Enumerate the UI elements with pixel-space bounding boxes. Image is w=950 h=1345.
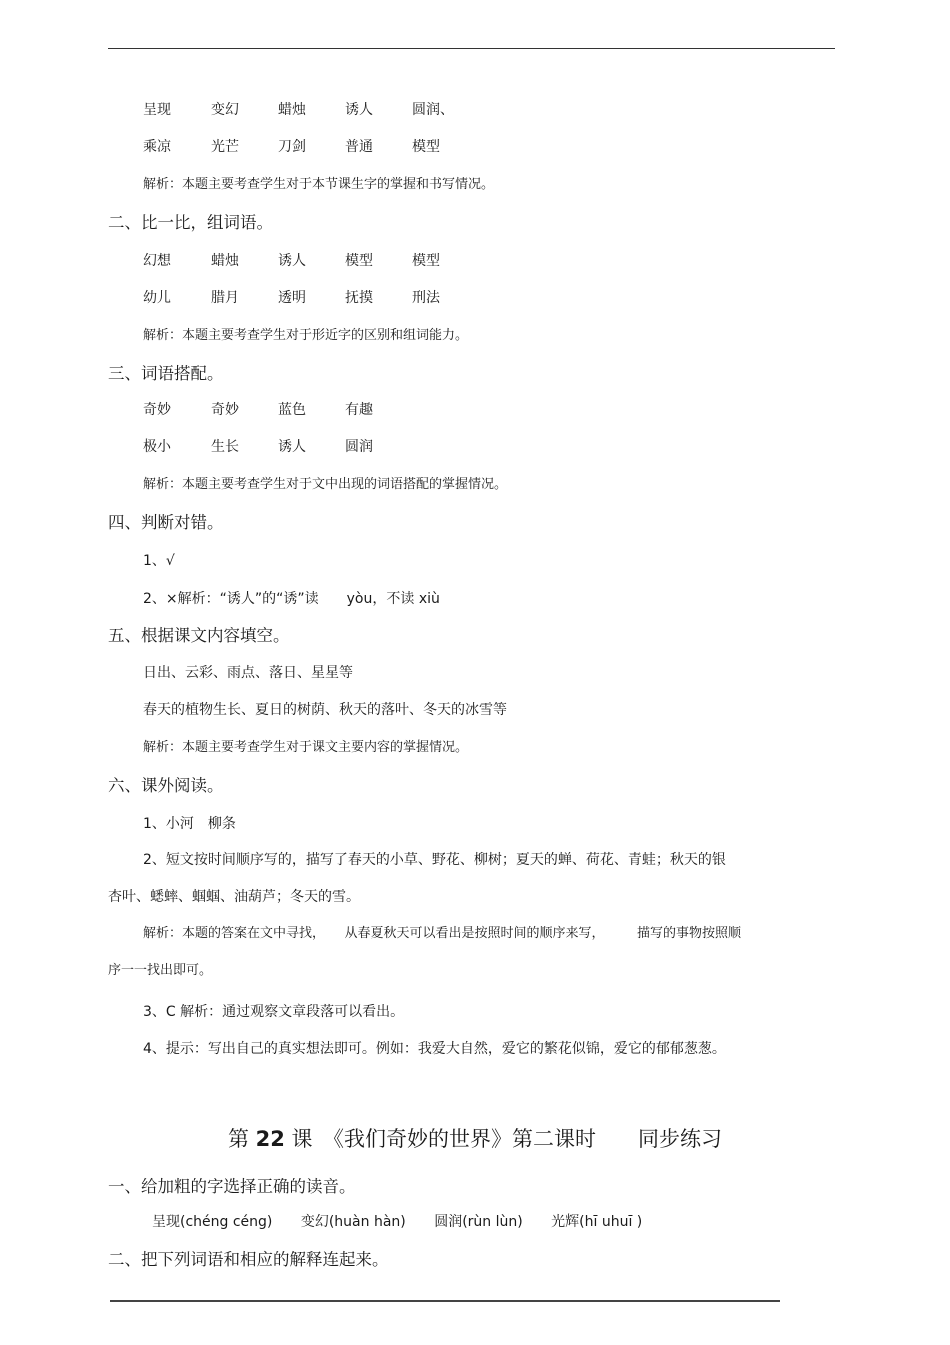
answer-word: 透明 bbox=[278, 290, 306, 306]
answer-word: 刀剑 bbox=[278, 139, 306, 155]
answer-word: 蓝色 bbox=[278, 402, 306, 418]
analysis-note: 解析：本题主要考查学生对于课文主要内容的掌握情况。 bbox=[143, 740, 469, 755]
answer-item: 1、√ bbox=[143, 553, 175, 569]
section-heading: 二、比一比，组词语。 bbox=[108, 213, 273, 232]
section-heading: 四、判断对错。 bbox=[108, 513, 224, 532]
answer-word: 幼儿 bbox=[143, 290, 171, 306]
question-heading: 二、把下列词语和相应的解释连起来。 bbox=[108, 1250, 389, 1269]
section-heading: 三、词语搭配。 bbox=[108, 364, 224, 383]
answer-item: 3、C 解析：通过观察文章段落可以看出。 bbox=[143, 1004, 405, 1020]
pinyin-option: 圆润(rùn lùn) bbox=[434, 1214, 523, 1230]
title-prefix: 第 bbox=[227, 1127, 249, 1151]
answer-word: 诱人 bbox=[278, 253, 306, 269]
answer-item: 2、×解析：“诱人”的“诱”读 yòu，不读 xiù bbox=[143, 591, 440, 607]
title-rest: 课 《我们奇妙的世界》第二课时 同步练习 bbox=[291, 1127, 723, 1151]
header-rule bbox=[108, 48, 835, 49]
answer-word: 乘凉 bbox=[143, 139, 171, 155]
answer-word: 极小 bbox=[143, 439, 171, 455]
answer-word: 模型 bbox=[412, 139, 440, 155]
answer-word: 奇妙 bbox=[211, 402, 239, 418]
answer-word: 圆润 bbox=[345, 439, 373, 455]
section-heading: 五、根据课文内容填空。 bbox=[108, 626, 290, 645]
analysis-note: 解析：本题主要考查学生对于文中出现的词语搭配的掌握情况。 bbox=[143, 477, 508, 492]
answer-word: 抚摸 bbox=[345, 290, 373, 306]
answer-word: 腊月 bbox=[211, 290, 239, 306]
section-heading: 六、课外阅读。 bbox=[108, 776, 224, 795]
answer-word: 幻想 bbox=[143, 253, 171, 269]
analysis-note: 解析：本题主要考查学生对于形近字的区别和组词能力。 bbox=[143, 328, 469, 343]
pinyin-option: 变幻(huàn hàn) bbox=[300, 1214, 406, 1230]
question-heading: 一、给加粗的字选择正确的读音。 bbox=[108, 1177, 356, 1196]
answer-item: 1、小河 柳条 bbox=[143, 816, 236, 832]
answer-word: 光芒 bbox=[211, 139, 239, 155]
answer-word: 呈现 bbox=[143, 102, 171, 118]
answer-word: 变幻 bbox=[211, 102, 239, 118]
answer-word: 奇妙 bbox=[143, 402, 171, 418]
analysis-note: 解析：本题主要考查学生对于本节课生字的掌握和书写情况。 bbox=[143, 177, 495, 192]
answer-word: 刑法 bbox=[412, 290, 440, 306]
footer-rule bbox=[110, 1300, 780, 1302]
answer-word: 有趣 bbox=[345, 402, 373, 418]
answer-item: 4、提示：写出自己的真实想法即可。例如：我爱大自然，爱它的繁花似锦，爱它的郁郁葱葱。 bbox=[143, 1041, 726, 1057]
answer-word: 诱人 bbox=[345, 102, 373, 118]
answer-item: 2、短文按时间顺序写的，描写了春天的小草、野花、柳树；夏天的蝉、荷花、青蛙；秋天的银 bbox=[143, 852, 726, 868]
answer-word: 蜡烛 bbox=[278, 102, 306, 118]
analysis-note-continued: 序一一找出即可。 bbox=[108, 963, 213, 978]
answer-word: 普通 bbox=[345, 139, 373, 155]
answer-word: 圆润、 bbox=[412, 102, 454, 118]
analysis-note: 解析：本题的答案在文中寻找， 从春夏秋天可以看出是按照时间的顺序来写， 描写的事物按照顺 bbox=[143, 926, 742, 941]
pinyin-option: 光辉(hī uhuī ) bbox=[551, 1214, 643, 1230]
answer-line: 日出、云彩、雨点、落日、星星等 bbox=[143, 665, 353, 681]
lesson-number: 22 bbox=[255, 1127, 285, 1151]
answer-word: 模型 bbox=[412, 253, 440, 269]
answer-item-continued: 杏叶、蟋蟀、蝈蝈、油葫芦；冬天的雪。 bbox=[108, 889, 360, 905]
answer-word: 诱人 bbox=[278, 439, 306, 455]
answer-word: 生长 bbox=[211, 439, 239, 455]
lesson-title bbox=[0, 1126, 950, 1152]
answer-word: 蜡烛 bbox=[211, 253, 239, 269]
answer-word: 模型 bbox=[345, 253, 373, 269]
pinyin-options bbox=[152, 1213, 666, 1231]
answer-line: 春天的植物生长、夏日的树荫、秋天的落叶、冬天的冰雪等 bbox=[143, 702, 507, 718]
pinyin-option: 呈现(chéng céng) bbox=[152, 1214, 273, 1230]
